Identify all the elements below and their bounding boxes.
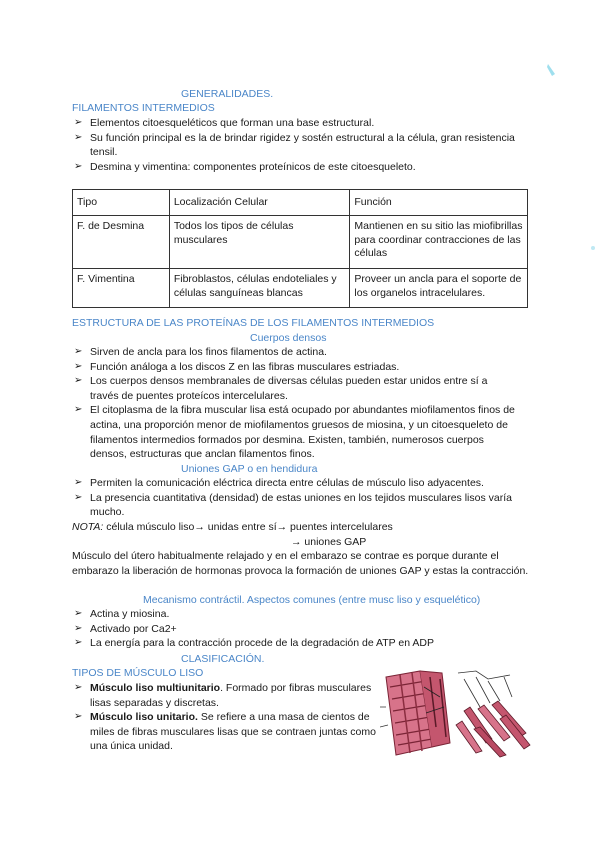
section-heading: CLASIFICACIÓN. (181, 653, 265, 665)
gap-list (72, 476, 518, 520)
list-item: ➢ Sirven de ancla para los finos filamentos de actina. (72, 345, 518, 360)
note-label: NOTA: (72, 521, 104, 533)
list-item: ➢ Permiten la comunicación eléctrica directa entre células de músculo liso adyacentes. (72, 476, 518, 491)
table-row (73, 216, 528, 269)
table-cell: F. Vimentina (73, 269, 170, 308)
table-cell: Mantienen en su sitio las miofibrillas para coordinar contracciones de las células (350, 216, 528, 269)
subsection-heading: Uniones GAP o en hendidura (181, 463, 318, 475)
unitary-fibers-illustration (456, 671, 530, 757)
note-line (72, 520, 393, 535)
table-row (73, 269, 528, 308)
table-cell: Todos los tipos de células musculares (169, 216, 350, 269)
definition: . Formado por fibras musculares lisas separadas y discretas. (90, 682, 372, 709)
section-heading: TIPOS DE MÚSCULO LISO (72, 667, 204, 679)
list-item: ➢ La presencia cuantitativa (densidad) de estas uniones en los tejidos musculares lisos varía mucho. (72, 491, 518, 520)
tipos-list (72, 681, 377, 754)
column-header: Función (350, 190, 528, 216)
term: Músculo liso unitario. (90, 711, 198, 724)
section-heading: ESTRUCTURA DE LAS PROTEÍNAS DE LOS FILAMENTOS INTERMEDIOS (72, 317, 435, 329)
definition: Se refiere a una masa de cientos de miles de fibras musculares lisas que se contraen juntas como una única unidad. (90, 711, 376, 753)
note-line-2: → uniones GAP (291, 536, 367, 548)
section-heading: FILAMENTOS INTERMEDIOS (72, 102, 215, 114)
list-item: ➢ Función análoga a los discos Z en las fibras musculares estriadas. (72, 360, 518, 375)
list-item: ➢ Activado por Ca2+ (72, 622, 518, 637)
subsection-heading: Mecanismo contráctil. Aspectos comunes (entre musc liso y esquelético) (143, 594, 481, 606)
subsection-heading: Cuerpos densos (250, 332, 327, 344)
smooth-muscle-diagram (380, 667, 536, 761)
page-title: GENERALIDADES. (181, 88, 274, 100)
decorative-mark (590, 245, 596, 251)
list-item (72, 681, 377, 710)
list-item: ➢ Los cuerpos densos membranales de diversas células pueden estar unidos entre sí a través de puentes proteícos intercelulares. (72, 374, 518, 403)
multiunit-fibers-illustration (380, 671, 450, 755)
paragraph: Músculo del útero habitualmente relajado y en el embarazo se contrae es porque durante el embarazo la liberación de hormonas provoca la formación de uniones GAP y estas la contracción. (72, 550, 529, 577)
list-item: ➢ Su función principal es la de brindar rigidez y sostén estructural a la célula, gran resistencia tensil. (72, 131, 522, 160)
cuerpos-list (72, 345, 518, 462)
decorative-mark (546, 62, 558, 78)
list-item: ➢ Actina y miosina. (72, 607, 518, 622)
column-header: Tipo (73, 190, 170, 216)
list-item: ➢ El citoplasma de la fibra muscular lisa está ocupado por abundantes miofilamentos finos de actina, una proporción menor de miofilamentos gruesos de miosina, y un citoesqueleto de filamentos intermedios formados por desmina. Existen, también, numerosos cuerpos densos, estructuras que anclan filamentos finos. (72, 403, 518, 461)
term: Músculo liso multiunitario (90, 682, 221, 694)
list-item: ➢ Elementos citoesqueléticos que forman una base estructural. (72, 116, 522, 131)
intro-list (72, 116, 522, 174)
table-cell: Proveer un ancla para el soporte de los organelos intracelulares. (350, 269, 528, 308)
note-text: célula músculo liso→ unidas entre sí→ puentes intercelulares (103, 521, 393, 533)
table-header-row (73, 190, 528, 216)
list-item: ➢ La energía para la contracción procede de la degradación de ATP en ADP (72, 636, 518, 651)
table-cell: F. de Desmina (73, 216, 170, 269)
list-item (72, 710, 377, 754)
filaments-table (72, 189, 528, 308)
mecanismo-list (72, 607, 518, 651)
column-header: Localización Celular (169, 190, 350, 216)
list-item: ➢ Desmina y vimentina: componentes proteínicos de este citoesqueleto. (72, 160, 522, 175)
table-cell: Fibroblastos, células endoteliales y células sanguíneas blancas (169, 269, 350, 308)
